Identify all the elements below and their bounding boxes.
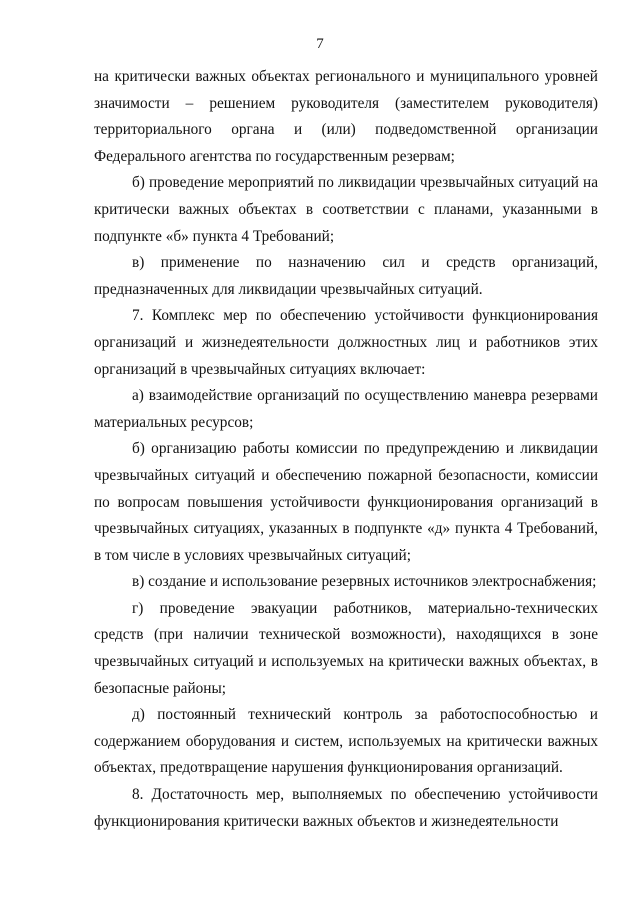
paragraph-3: в) применение по назначению сил и средств организаций, предназначенных для ликвидации чрезвычайных ситуаций. — [94, 254, 598, 298]
paragraph-7: в) создание и использование резервных источников электроснабжения; — [132, 573, 597, 591]
page-number: 7 — [316, 36, 324, 52]
paragraph-2: б) проведение мероприятий по ликвидации чрезвычайных ситуаций на критически важных объектах в соответствии с планами, указанными в подпункте «б» пункта 4 Требований; — [94, 174, 598, 245]
paragraph-5: а) взаимодействие организаций по осуществлению маневра резервами материальных ресурсов; — [94, 387, 598, 431]
document-body — [94, 64, 598, 835]
paragraph-8: г) проведение эвакуации работников, материально-технических средств (при наличии технической возможности), находящихся в зоне чрезвычайных ситуаций и используемых на критически важных объектах, в безопасные районы; — [94, 599, 598, 697]
paragraph-1: на критически важных объектах регионального и муниципального уровней значимости – решением руководителя (заместителем руководителя) территориального органа и (или) подведомственной организации Федерального агентства по государственным резервам; — [94, 68, 598, 165]
paragraph-9: д) постоянный технический контроль за работоспособностью и содержанием оборудования и систем, используемых на критически важных объектах, предотвращение нарушения функционирования организаций. — [94, 706, 598, 777]
paragraph-10: 8. Достаточность мер, выполняемых по обеспечению устойчивости функционирования критически важных объектов и жизнедеятельности — [94, 786, 598, 830]
paragraph-6: б) организацию работы комиссии по предупреждению и ликвидации чрезвычайных ситуаций и обеспечению пожарной безопасности, комиссии по вопросам повышения устойчивости функционирования организаций в чрезвычайных ситуациях, указанных в подпункте «д» пункта 4 Требований, в том числе в условиях чрезвычайных ситуаций; — [94, 440, 598, 564]
paragraph-4: 7. Комплекс мер по обеспечению устойчивости функционирования организаций и жизнедеятельности должностных лиц и работников этих организаций в чрезвычайных ситуациях включает: — [94, 307, 598, 378]
